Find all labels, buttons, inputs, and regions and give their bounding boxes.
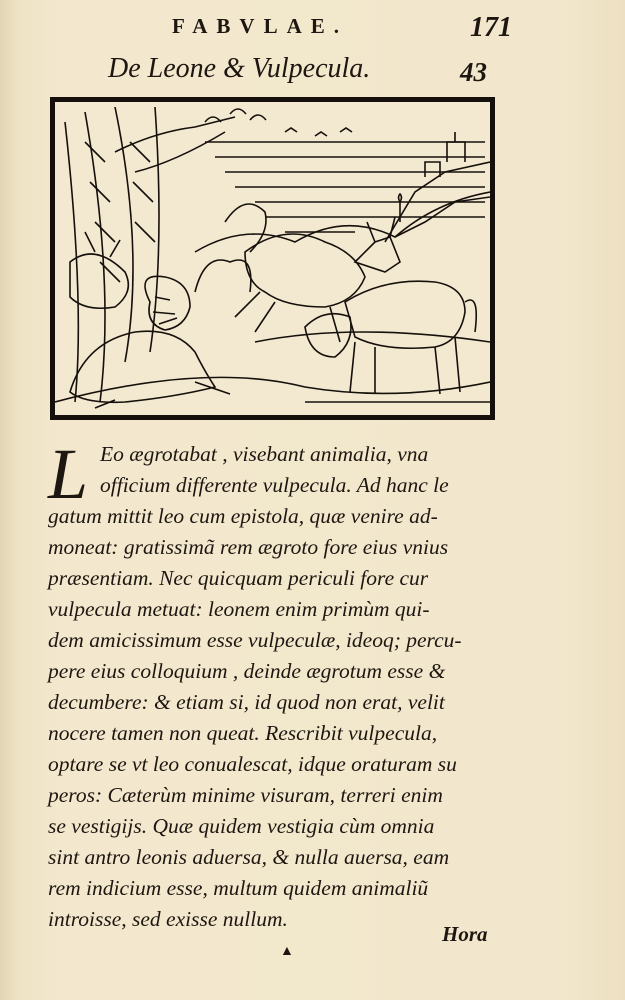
text-line: rem indicium esse, multum quidem animaliũ (48, 876, 429, 900)
text-line: officium differente vulpecula. Ad hanc le (100, 473, 449, 497)
woodcut-lion-and-animals-icon (55, 102, 490, 415)
fable-title: De Leone & Vulpecula. (108, 53, 371, 84)
text-line: decumbere: & etiam si, id quod non erat, velit (48, 690, 445, 714)
drop-cap: L (48, 434, 89, 514)
text-line: pere eius colloquium , deinde ægrotum esse & (48, 659, 446, 683)
text-line: gatum mittit leo cum epistola, quæ venire ad- (48, 504, 438, 528)
text-line: Eo ægrotabat , visebant animalia, vna (100, 442, 429, 466)
text-line: moneat: gratissimã rem ægroto fore eius vnius (48, 535, 449, 559)
page-number: 171 (470, 12, 512, 43)
fable-number: 43 (460, 57, 487, 87)
text-line: introisse, sed exisse nullum. (48, 907, 288, 931)
text-line: se vestigijs. Quæ quidem vestigia cùm omnia (48, 814, 435, 838)
running-head: FABVLAE. (171, 14, 349, 38)
text-line: nocere tamen non queat. Rescribit vulpecula, (48, 721, 438, 745)
text-line: sint antro leonis aduersa, & nulla auersa, eam (48, 845, 450, 869)
text-line: præsentiam. Nec quicquam periculi fore cur (48, 566, 429, 590)
signature-mark: ▲ (280, 944, 294, 959)
text-line: vulpecula metuat: leonem enim primùm qui- (48, 597, 430, 621)
text-line: peros: Cæterùm minime visuram, terreri enim (48, 783, 443, 807)
woodcut-illustration (50, 97, 495, 420)
text-line: optare se vt leo conualescat, idque oraturam su (48, 752, 457, 776)
text-line: dem amicissimum esse vulpeculæ, ideoq; percu- (48, 628, 462, 652)
catchword: Hora (442, 922, 488, 946)
